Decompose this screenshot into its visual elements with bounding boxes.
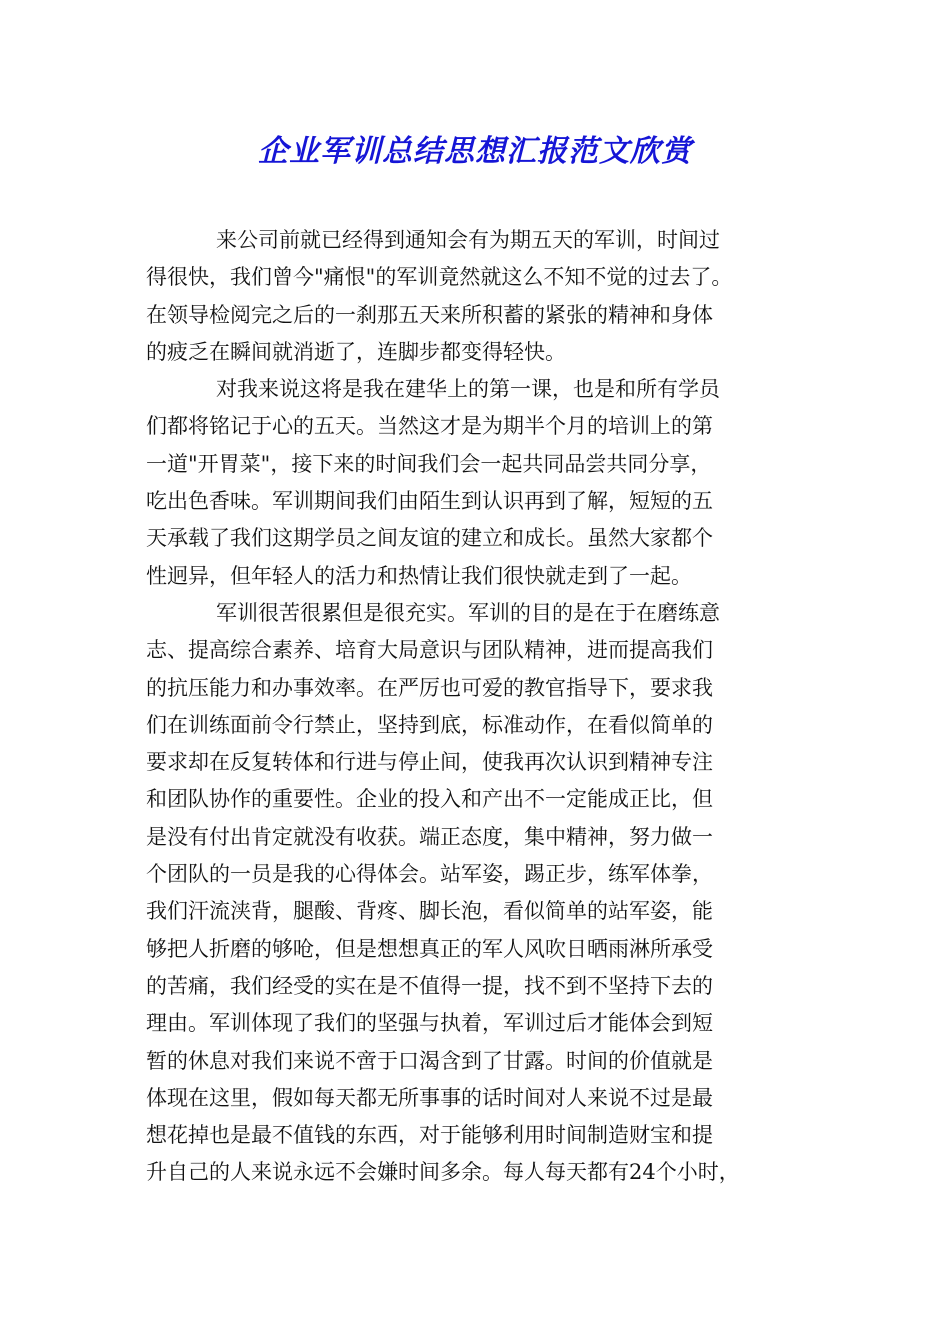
paragraph-line: 天承载了我们这期学员之间友谊的建立和成长。虽然大家都个 [146,526,713,551]
paragraph-line: 是没有付出肯定就没有收获。端正态度，集中精神，努力做一 [146,824,713,849]
paragraph-line: 暂的休息对我们来说不啻于口渴含到了甘露。时间的价值就是 [146,1048,713,1073]
paragraph-line: 们都将铭记于心的五天。当然这才是为期半个月的培训上的第 [146,414,713,439]
paragraph-line: 的苦痛，我们经受的实在是不值得一提，找不到不坚持下去的 [146,973,713,998]
paragraph-line: 对我来说这将是我在建华上的第一课，也是和所有学员 [216,377,720,402]
paragraph-line: 军训很苦很累但是很充实。军训的目的是在于在磨练意 [216,600,720,625]
paragraph-line: 一道"开胃菜"，接下来的时间我们会一起共同品尝共同分享， [146,451,712,476]
document-title: 企业军训总结思想汇报范文欣赏 [258,134,692,169]
paragraph-line: 的抗压能力和办事效率。在严厉也可爱的教官指导下，要求我 [146,675,713,700]
paragraph-line: 够把人折磨的够呛，但是想想真正的军人风吹日晒雨淋所承受 [146,936,713,961]
paragraph-line: 理由。军训体现了我们的坚强与执着，军训过后才能体会到短 [146,1011,713,1036]
paragraph-line: 性迥异，但年轻人的活力和热情让我们很快就走到了一起。 [146,563,692,588]
paragraph-line: 体现在这里，假如每天都无所事事的话时间对人来说不过是最 [146,1085,713,1110]
paragraph-line: 要求却在反复转体和行进与停止间，使我再次认识到精神专注 [146,750,713,775]
paragraph-line: 想花掉也是最不值钱的东西，对于能够利用时间制造财宝和提 [146,1123,713,1148]
paragraph-line: 来公司前就已经得到通知会有为期五天的军训，时间过 [216,228,720,252]
paragraph-line: 个团队的一员是我的心得体会。站军姿，踢正步，练军体拳， [146,862,713,887]
paragraph-line: 在领导检阅完之后的一刹那五天来所积蓄的紧张的精神和身体 [146,302,713,327]
paragraph-line: 的疲乏在瞬间就消逝了，连脚步都变得轻快。 [146,339,566,364]
paragraph-line: 升自己的人来说永远不会嫌时间多余。每人每天都有24个小时， [146,1160,740,1185]
paragraph-line: 我们汗流浃背，腿酸、背疼、脚长泡，看似简单的站军姿，能 [146,899,713,924]
document-body [146,222,806,1192]
paragraph-line: 们在训练面前令行禁止，坚持到底，标准动作，在看似简单的 [146,712,713,737]
paragraph-line: 得很快，我们曾今"痛恨"的军训竟然就这么不知不觉的过去了。 [146,265,733,290]
paragraph-line: 和团队协作的重要性。企业的投入和产出不一定能成正比，但 [146,787,713,812]
paragraph-line: 吃出色香味。军训期间我们由陌生到认识再到了解，短短的五 [146,489,713,514]
paragraph-line: 志、提高综合素养、培育大局意识与团队精神，进而提高我们 [146,638,713,663]
